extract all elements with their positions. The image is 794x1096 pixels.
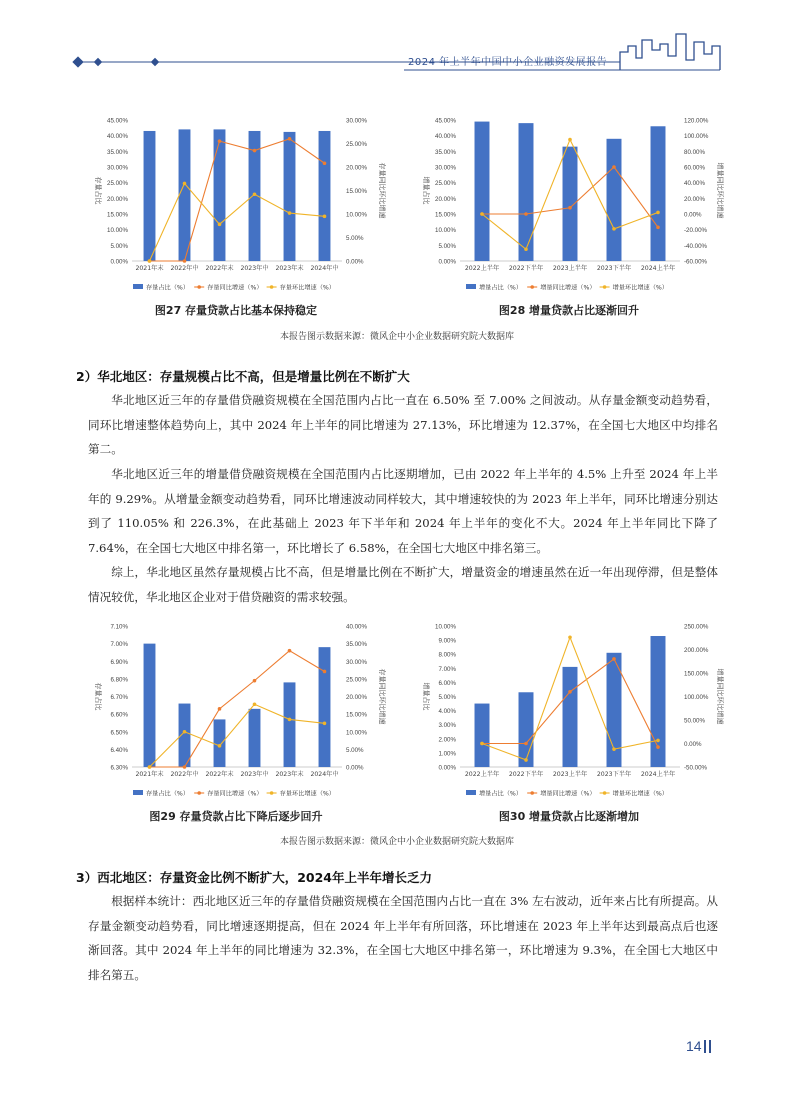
series-point [656, 226, 660, 230]
right-axis-label: 存量同比环比增速 [378, 162, 386, 219]
bar [563, 667, 578, 767]
left-axis-tick-label: 5.00% [110, 242, 128, 250]
legend-swatch [133, 790, 143, 795]
page-number: 14 [686, 1038, 702, 1054]
category-label: 2023年中 [240, 771, 269, 778]
left-axis-label: 增量占比 [422, 176, 430, 205]
category-label: 2024年中 [310, 771, 339, 778]
right-axis-label: 存量同比环比增速 [378, 668, 386, 725]
legend-swatch [530, 285, 534, 289]
left-axis-tick-label: 7.10% [110, 623, 128, 631]
right-axis-tick-label: 100.00% [684, 133, 709, 141]
right-axis-tick-label: 15.00% [346, 711, 367, 719]
bar [284, 682, 296, 767]
left-axis-tick-label: 6.40% [110, 746, 128, 754]
right-axis-tick-label: 20.00% [684, 195, 705, 203]
left-axis-tick-label: 6.50% [110, 729, 128, 737]
right-axis-tick-label: 25.00% [346, 676, 367, 684]
category-label: 2021年末 [135, 771, 164, 778]
right-axis-tick-label: 20.00% [346, 164, 367, 172]
left-axis-tick-label: 30.00% [107, 164, 128, 172]
right-axis-tick-label: 0.00% [684, 211, 702, 219]
bar [214, 719, 226, 767]
series-point [480, 742, 484, 746]
legend-swatch [270, 285, 274, 289]
category-label: 2023上半年 [552, 265, 588, 272]
left-axis-label: 存量占比 [94, 682, 102, 711]
legend-swatch [466, 284, 476, 289]
bar [651, 126, 666, 261]
left-axis-tick-label: 0.00% [438, 764, 456, 772]
bar [519, 692, 534, 767]
series-line [150, 139, 325, 261]
left-axis-tick-label: 40.00% [435, 133, 456, 141]
left-axis-tick-label: 2.00% [438, 736, 456, 744]
left-axis-tick-label: 6.80% [110, 676, 128, 684]
data-source-note: 本报告图示数据来源：微风企中小企业数据研究院大数据库 [279, 837, 514, 847]
right-axis-tick-label: 250.00% [684, 623, 709, 631]
series-point [656, 211, 660, 215]
category-label: 2022年中 [170, 265, 199, 272]
legend-swatch [197, 791, 201, 795]
chart-caption: 图27 存量贷款占比基本保持稳定 [154, 304, 318, 317]
series-point [218, 223, 222, 227]
left-axis-tick-label: 6.60% [110, 711, 128, 719]
left-axis-tick-label: 7.00% [438, 665, 456, 673]
chart-caption: 图30 增量贷款占比逐渐增加 [498, 810, 640, 823]
right-axis-tick-label: 10.00% [346, 729, 367, 737]
series-point [148, 765, 152, 769]
category-label: 2024上半年 [640, 771, 676, 778]
right-axis-tick-label: 15.00% [346, 188, 367, 195]
left-axis-tick-label: 10.00% [107, 227, 128, 235]
bar [563, 147, 578, 261]
series-point [218, 139, 222, 143]
legend-swatch [270, 791, 274, 795]
left-axis-tick-label: 5.00% [438, 242, 456, 250]
series-line [150, 183, 325, 261]
series-point [612, 747, 616, 751]
category-label: 2023年末 [275, 771, 304, 778]
left-axis-tick-label: 10.00% [435, 227, 456, 235]
category-label: 2022年末 [205, 771, 234, 778]
right-axis-tick-label: 30.00% [346, 117, 367, 125]
left-axis-tick-label: 6.90% [110, 658, 128, 666]
header-title: 2024 年上半年中国中小企业融资发展报告 [408, 57, 608, 68]
chart-caption: 图29 存量贷款占比下降后逐步回升 [149, 810, 323, 823]
left-axis-label: 增量占比 [422, 682, 430, 711]
left-axis-tick-label: 25.00% [107, 180, 128, 188]
right-axis-tick-label: 50.00% [684, 717, 705, 725]
left-axis-tick-label: 6.70% [110, 694, 128, 701]
left-axis-label: 存量占比 [94, 176, 102, 205]
legend-label: 增量占比（%） [479, 284, 523, 292]
category-label: 2023年末 [275, 265, 304, 272]
series-point [183, 259, 187, 263]
paragraph: 根据样本统计：西北地区近三年的存量借贷融资规模在全国范围内占比一直在 3% 左右波动，近年来占比有所提高。从存量金额变动趋势看，同比增速逐期提高，但在 2024 年上半年有所回落，环比增速在 2023 年上半年达到最高点后也逐渐回落。其中 2024 年上半年的同比增速为 32.3%，在全国七大地区中排名第一，环比增速为 9.3%，在全国七大地区中排名第五。 [88, 894, 718, 982]
chart-29 [86, 618, 386, 803]
series-point [568, 206, 572, 210]
series-point [183, 730, 187, 734]
legend-label: 存量同比增速（%） [207, 284, 263, 292]
series-point [480, 212, 484, 216]
series-point [288, 137, 292, 141]
series-point [218, 744, 222, 748]
left-axis-tick-label: 5.00% [438, 694, 456, 701]
page-number-bar [704, 1040, 706, 1053]
data-source-note: 本报告图示数据来源：微风企中小企业数据研究院大数据库 [279, 332, 514, 342]
legend-label: 增量环比增速（%） [612, 284, 668, 292]
legend-label: 存量占比（%） [146, 284, 190, 292]
section-heading: 2）华北地区：存量规模占比不高，但是增量比例在不断扩大 [76, 369, 410, 384]
right-axis-label: 增量同比环比增速 [716, 162, 724, 219]
right-axis-tick-label: 60.00% [684, 164, 705, 172]
bar [179, 129, 191, 261]
right-axis-tick-label: 100.00% [684, 694, 709, 701]
category-label: 2023下半年 [596, 265, 632, 272]
series-point [323, 670, 327, 674]
left-axis-tick-label: 20.00% [435, 195, 456, 203]
series-point [183, 765, 187, 769]
left-axis-tick-label: 35.00% [435, 148, 456, 156]
series-point [524, 742, 528, 746]
category-label: 2022上半年 [464, 265, 500, 272]
legend-label: 存量环比增速（%） [279, 284, 335, 292]
category-label: 2023年中 [240, 265, 269, 272]
legend-label: 增量环比增速（%） [612, 790, 668, 798]
right-axis-tick-label: 5.00% [346, 235, 364, 242]
bar [284, 132, 296, 261]
page-number-bar [709, 1040, 711, 1053]
left-axis-tick-label: 9.00% [438, 637, 456, 645]
left-axis-tick-label: 30.00% [435, 164, 456, 172]
series-point [524, 758, 528, 762]
category-label: 2022年末 [205, 265, 234, 272]
series-point [288, 718, 292, 722]
category-label: 2024年中 [310, 265, 339, 272]
left-axis-tick-label: 6.00% [438, 679, 456, 687]
right-axis-tick-label: 150.00% [684, 670, 709, 678]
legend-label: 存量同比增速（%） [207, 790, 263, 798]
right-axis-tick-label: 120.00% [684, 117, 709, 125]
series-point [568, 635, 572, 639]
left-axis-tick-label: 0.00% [438, 258, 456, 266]
series-point [568, 138, 572, 142]
legend-label: 增量占比（%） [479, 790, 523, 798]
right-axis-tick-label: -60.00% [684, 258, 708, 266]
left-axis-tick-label: 25.00% [435, 180, 456, 188]
legend-swatch [603, 791, 607, 795]
legend-swatch [133, 284, 143, 289]
right-axis-tick-label: 40.00% [684, 180, 705, 188]
series-point [612, 227, 616, 231]
series-line [150, 704, 325, 767]
left-axis-tick-label: 20.00% [107, 195, 128, 203]
chart-svg [86, 112, 386, 297]
right-axis-tick-label: 0.00% [684, 741, 702, 748]
category-label: 2022下半年 [508, 265, 544, 272]
series-point [323, 721, 327, 725]
right-axis-tick-label: 0.00% [346, 258, 364, 266]
bar [475, 122, 490, 261]
left-axis-tick-label: 3.00% [438, 722, 456, 730]
legend-label: 存量占比（%） [146, 790, 190, 798]
chart-svg [414, 112, 724, 297]
series-point [323, 161, 327, 165]
left-axis-tick-label: 40.00% [107, 133, 128, 141]
series-point [183, 182, 187, 186]
right-axis-label: 增量同比环比增速 [716, 668, 724, 725]
right-axis-tick-label: -20.00% [684, 227, 708, 235]
paragraph: 华北地区近三年的存量借贷融资规模在全国范围内占比一直在 6.50% 至 7.00% 之间波动。从存量金额变动趋势看，同环比增速整体趋势向上，其中 2024 年上半年的同比增速为 27.13%，环比增速为 12.37%，在全国七大地区中均排名第二。 [88, 393, 718, 456]
category-label: 2021年末 [135, 265, 164, 272]
series-point [148, 259, 152, 263]
left-axis-tick-label: 10.00% [435, 623, 456, 631]
bar [319, 647, 331, 767]
paragraph: 综上，华北地区虽然存量规模占比不高，但是增量比例在不断扩大，增量资金的增速虽然在近一年出现停滞，但是整体情况较优，华北地区企业对于借贷融资的需求较强。 [88, 565, 718, 604]
right-axis-tick-label: 0.00% [346, 764, 364, 772]
city-skyline-icon [620, 34, 720, 70]
left-axis-tick-label: 45.00% [435, 117, 456, 125]
category-label: 2024上半年 [640, 265, 676, 272]
left-axis-tick-label: 15.00% [107, 211, 128, 219]
right-axis-tick-label: 40.00% [346, 623, 367, 631]
right-axis-tick-label: 5.00% [346, 746, 364, 754]
chart-28 [414, 112, 724, 297]
bar [144, 644, 156, 767]
left-axis-tick-label: 4.00% [438, 708, 456, 716]
left-axis-tick-label: 7.00% [110, 641, 128, 649]
left-axis-tick-label: 1.00% [438, 750, 456, 758]
legend-swatch [603, 285, 607, 289]
legend-label: 存量环比增速（%） [279, 790, 335, 798]
left-axis-tick-label: 45.00% [107, 117, 128, 125]
series-point [253, 702, 257, 706]
series-point [288, 649, 292, 653]
series-point [253, 149, 257, 153]
series-point [656, 739, 660, 743]
series-point [568, 690, 572, 694]
series-point [612, 657, 616, 661]
legend-swatch [466, 790, 476, 795]
series-point [524, 247, 528, 251]
category-label: 2022上半年 [464, 771, 500, 778]
series-point [656, 745, 660, 749]
chart-svg [414, 618, 724, 803]
legend-swatch [197, 285, 201, 289]
series-point [218, 707, 222, 711]
series-point [323, 215, 327, 219]
bar [519, 123, 534, 261]
series-point [253, 192, 257, 196]
right-axis-tick-label: 200.00% [684, 647, 709, 654]
bar [607, 139, 622, 261]
right-axis-tick-label: 10.00% [346, 211, 367, 219]
header-decoration [0, 0, 794, 80]
right-axis-tick-label: 25.00% [346, 141, 367, 148]
paragraph: 华北地区近三年的增量借贷融资规模在全国范围内占比逐期增加，已由 2022 年上半年的 4.5% 上升至 2024 年上半年的 9.29%。从增量金额变动趋势看，同环比增速波动同样较大，其中增速较快的为 2023 年上半年，同环比增速分别达到了 110.05% 和 226.3%，在此基础上 2023 年下半年和 2024 年上半年的变化不大。2024 年上半年同比下降了 7.64%，在全国七大地区中排名第一，环比增长了 6.58%，在全国七大地区中排名第三。 [88, 467, 718, 555]
legend-swatch [530, 791, 534, 795]
diamond-icon [72, 56, 83, 67]
left-axis-tick-label: 8.00% [438, 651, 456, 659]
bar [144, 131, 156, 261]
legend-label: 增量同比增速（%） [540, 284, 596, 292]
right-axis-tick-label: -50.00% [684, 764, 708, 772]
category-label: 2023上半年 [552, 771, 588, 778]
series-point [288, 211, 292, 215]
page-header [0, 0, 794, 80]
left-axis-tick-label: 6.30% [110, 764, 128, 772]
category-label: 2022下半年 [508, 771, 544, 778]
bar [319, 131, 331, 261]
left-axis-tick-label: 35.00% [107, 148, 128, 156]
left-axis-tick-label: 15.00% [435, 211, 456, 219]
bar [249, 709, 261, 767]
left-axis-tick-label: 0.00% [110, 258, 128, 266]
series-point [253, 679, 257, 683]
right-axis-tick-label: 30.00% [346, 658, 367, 666]
right-axis-tick-label: 80.00% [684, 148, 705, 156]
chart-svg [86, 618, 386, 803]
series-point [524, 212, 528, 216]
series-line [150, 651, 325, 767]
category-label: 2022年中 [170, 771, 199, 778]
chart-27 [86, 112, 386, 297]
right-axis-tick-label: 20.00% [346, 694, 367, 701]
bar [475, 704, 490, 767]
chart-30 [414, 618, 724, 803]
right-axis-tick-label: 35.00% [346, 641, 367, 649]
category-label: 2023下半年 [596, 771, 632, 778]
legend-label: 增量同比增速（%） [540, 790, 596, 798]
series-point [612, 165, 616, 169]
bar [214, 129, 226, 261]
right-axis-tick-label: -40.00% [684, 242, 708, 250]
section-heading: 3）西北地区：存量资金比例不断扩大，2024年上半年增长乏力 [76, 870, 432, 885]
chart-caption: 图28 增量贷款占比逐渐回升 [498, 304, 640, 317]
